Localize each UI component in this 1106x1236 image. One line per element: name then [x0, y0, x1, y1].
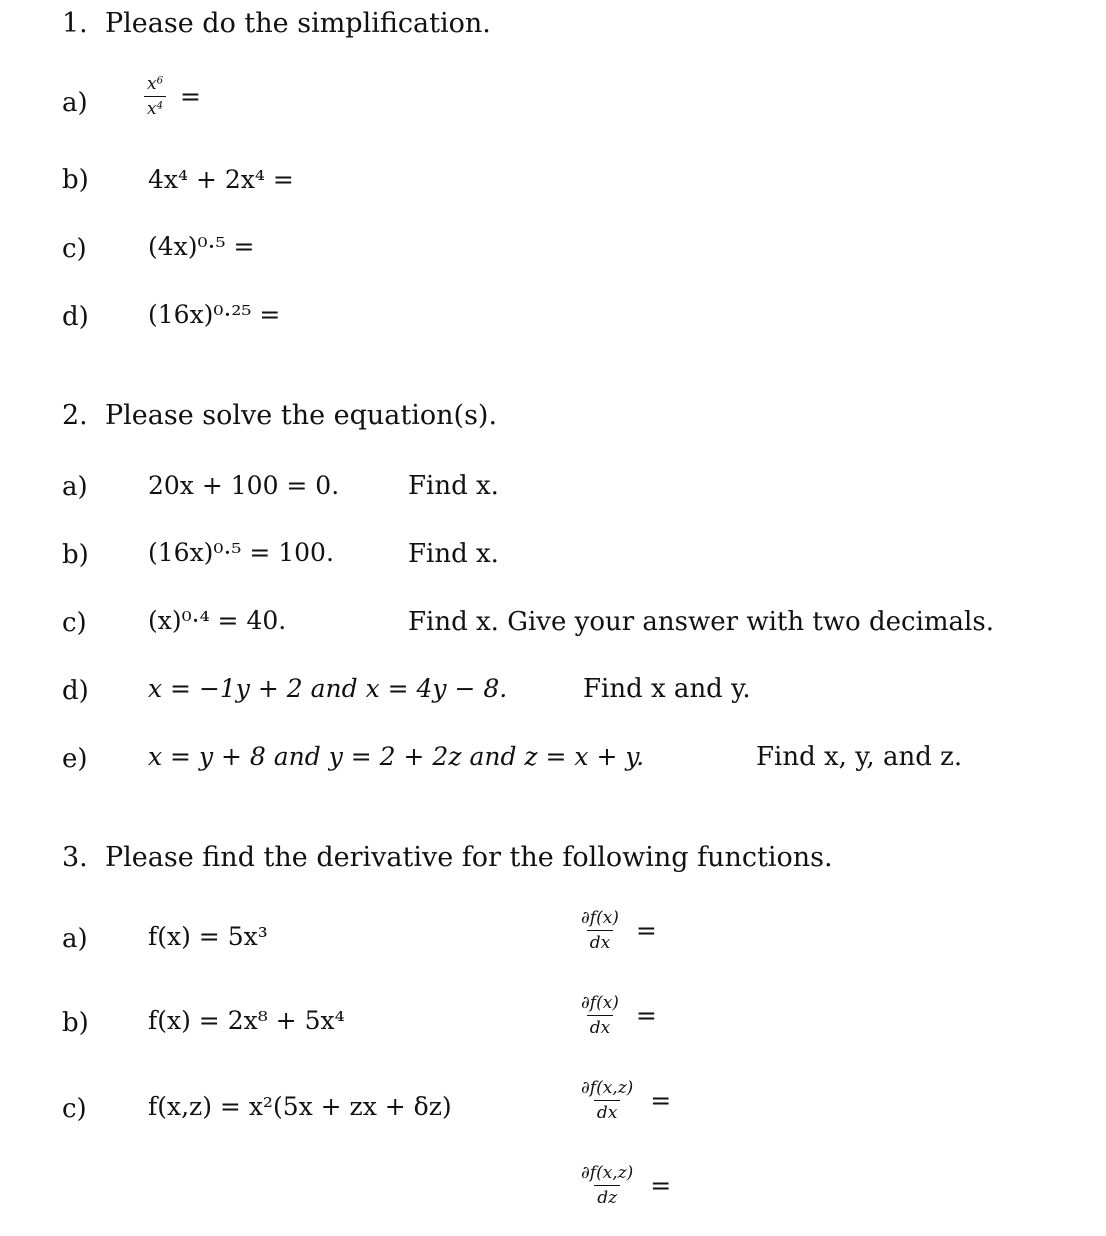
s1-item-d-label: d): [62, 302, 89, 332]
section-3-title: Please find the derivative for the following functions.: [105, 842, 833, 873]
section-1-number: 1.: [62, 8, 88, 39]
s3-item-c-derivative-x: $\frac{\partial f(x,z)}{dx}$ =: [578, 1078, 671, 1123]
s3-item-a-expr: f(x) = 5x³: [148, 922, 268, 951]
s1-item-c-expr: (4x)⁰·⁵ =: [148, 232, 255, 261]
s3-item-c-fraction-z: $\frac{\partial f(x,z)}{dz}$: [581, 1163, 634, 1208]
s2-item-d-expr: x = −1y + 2 and x = 4y − 8.: [148, 674, 508, 703]
s2-item-c-label: c): [62, 608, 87, 638]
s3-item-b-derivative: $\frac{\partial f(x)}{dx}$ =: [578, 993, 657, 1038]
s1-item-d-expr: (16x)⁰·²⁵ =: [148, 300, 281, 329]
s2-item-d-task: Find x and y.: [583, 674, 751, 704]
section-2-title: Please solve the equation(s).: [105, 400, 498, 431]
section-2-number: 2.: [62, 400, 88, 431]
s3-item-a-derivative: $\frac{\partial f(x)}{dx}$ =: [578, 908, 657, 953]
s3-item-c-fraction-x: $\frac{\partial f(x,z)}{dx}$: [581, 1078, 634, 1123]
s2-item-a-label: a): [62, 472, 88, 502]
s2-item-e-label: e): [62, 744, 88, 774]
s2-item-c-task: Find x. Give your answer with two decimals.: [408, 607, 994, 637]
s2-item-e-expr: x = y + 8 and y = 2 + 2z and z = x + y.: [148, 742, 645, 771]
s1-item-a-fraction: $\frac{x^6}{x^4}$: [144, 74, 166, 119]
s1-item-a-expr: $\frac{x^6}{x^4}$ =: [144, 74, 201, 119]
s2-item-d-label: d): [62, 676, 89, 706]
s2-item-b-task: Find x.: [408, 539, 499, 569]
section-3-number: 3.: [62, 842, 88, 873]
s3-item-c-expr: f(x,z) = x²(5x + zx + δz): [148, 1092, 452, 1121]
s3-item-a-fraction: $\frac{\partial f(x)}{dx}$: [581, 908, 619, 953]
s1-item-b-label: b): [62, 165, 89, 195]
s2-item-b-expr: (16x)⁰·⁵ = 100.: [148, 538, 334, 567]
s2-item-b-label: b): [62, 540, 89, 570]
s1-item-b-expr: 4x⁴ + 2x⁴ =: [148, 165, 294, 194]
s3-item-b-label: b): [62, 1008, 89, 1038]
s3-item-b-fraction: $\frac{\partial f(x)}{dx}$: [581, 993, 619, 1038]
s3-item-b-expr: f(x) = 2x⁸ + 5x⁴: [148, 1006, 345, 1035]
s1-item-c-label: c): [62, 234, 87, 264]
s1-item-a-label: a): [62, 88, 88, 118]
s3-item-c-label: c): [62, 1094, 87, 1124]
s2-item-a-task: Find x.: [408, 471, 499, 501]
s2-item-a-expr: 20x + 100 = 0.: [148, 471, 340, 500]
s3-item-c-derivative-z: $\frac{\partial f(x,z)}{dz}$ =: [578, 1163, 671, 1208]
s3-item-a-label: a): [62, 924, 88, 954]
s2-item-e-task: Find x, y, and z.: [756, 742, 963, 772]
s2-item-c-expr: (x)⁰·⁴ = 40.: [148, 606, 287, 635]
section-1-title: Please do the simplification.: [105, 8, 491, 39]
